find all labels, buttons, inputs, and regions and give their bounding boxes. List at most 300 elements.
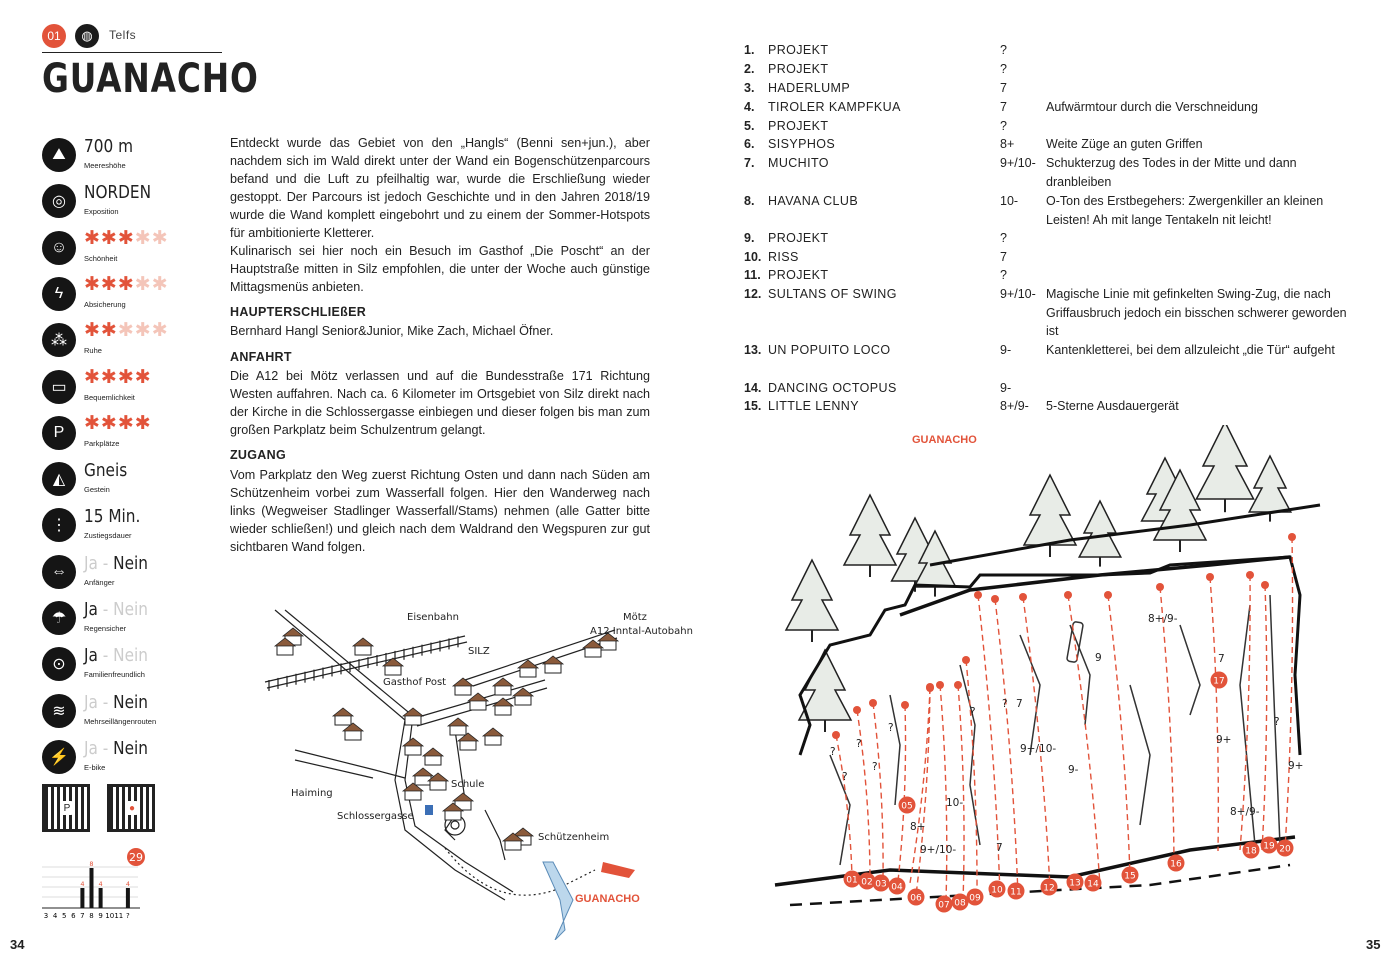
route-marker-label: 10 (991, 885, 1003, 896)
route-number: 2. (744, 62, 755, 76)
route-entry (744, 98, 901, 117)
star-icon: ✱ (117, 273, 135, 295)
map-label-motz: Mötz (623, 612, 647, 623)
house-icon (483, 728, 503, 745)
no-option: Nein (113, 552, 148, 574)
chart-bar (80, 888, 84, 908)
attribute-value: 700 m (84, 136, 133, 157)
star-icon: ✱ (100, 320, 118, 342)
route-line (1160, 587, 1174, 863)
route-entry (744, 379, 897, 398)
route-grade: 10- (1000, 194, 1019, 208)
topo-grade-label: 7 (1218, 653, 1225, 665)
stroller-icon: ⊙ (42, 647, 76, 681)
parking-icon: P (60, 801, 74, 815)
sofa-icon: ▭ (42, 370, 76, 404)
yes-option: Ja (84, 691, 98, 713)
attribute-row (42, 275, 222, 315)
topo-grade-label: 9+/10- (1020, 743, 1057, 755)
crag-topo (770, 425, 1330, 935)
route-name: HAVANA CLUB (768, 194, 859, 208)
route-number: 10. (744, 250, 762, 264)
approach-map (255, 600, 695, 940)
chart-bar-label: 8 (89, 860, 94, 868)
route-name: TIROLER KAMPFKUA (768, 100, 901, 114)
route-name: MUCHITO (768, 156, 829, 170)
route-entry (744, 135, 835, 154)
route-number: 3. (744, 81, 755, 95)
page-title: GUANACHO (42, 56, 259, 102)
route-name: PROJEKT (768, 43, 829, 57)
topo-grade-label: 9+ (1288, 760, 1304, 772)
house-icon (353, 638, 373, 655)
route-number: 4. (744, 100, 755, 114)
bolt-icon: ϟ (42, 277, 76, 311)
route-marker-label: 20 (1279, 844, 1291, 855)
anchor-dot (974, 591, 982, 599)
route-description: Aufwärmtour durch die Verschneidung (1046, 100, 1258, 114)
footsteps-icon: ⋮ (42, 508, 76, 542)
topo-grade-label: ? (888, 722, 894, 734)
attribute-row (42, 506, 222, 546)
star-icon: ✱ (84, 366, 101, 388)
anchor-dot (991, 595, 999, 603)
route-marker-label: 19 (1263, 841, 1275, 852)
chart-bar-label: 4 (98, 880, 103, 888)
parking-icon: P (42, 416, 76, 450)
route-line (1210, 577, 1218, 851)
no-option: Nein (113, 737, 148, 759)
topo-grade-label: 8+/9- (1148, 613, 1178, 625)
map-label-schlossergasse: Schlossergasse (337, 811, 414, 822)
topo-grade-label: ? (830, 746, 836, 758)
star-rating (84, 273, 169, 296)
ebike-icon: ⚡ (42, 740, 76, 774)
route-number: 9. (744, 231, 755, 245)
attribute-label: Schönheit (84, 253, 118, 263)
anchor-dot (962, 656, 970, 664)
topo-grade-label: ? (1274, 716, 1280, 728)
qr-code-parking[interactable] (42, 784, 90, 832)
route-line (1068, 595, 1100, 885)
anchor-dot (901, 701, 909, 709)
topo-grade-label: 10- (946, 797, 964, 809)
map-label-eisenbahn: Eisenbahn (407, 612, 459, 623)
intro-paragraph-2: Kulinarisch sei hier noch ein Besuch im Gasthof „Die Poscht“ an der Hauptstraße mitten in Silz empfohlen, die unter der Woche auch günstige Mittagsmenüs anbieten. (230, 244, 650, 294)
topo-grade-label: 7 (1016, 698, 1023, 710)
separator: - (97, 645, 114, 667)
qr-code-location[interactable] (107, 784, 155, 832)
route-entry (744, 117, 828, 136)
map-label-a12: A12 Inntal-Autobahn (590, 626, 693, 637)
attribute-label: Familienfreundlich (84, 670, 145, 680)
route-entry (744, 60, 828, 79)
access-text: Vom Parkplatz den Weg zuerst Richtung Osten und dann nach Süden am Schützenheim vorbei zum Wasserfall folgen. Hier den Wanderweg nach links (Wegweiser Stadlinger Wasserfall/Stams) nehmen (alle Gatter bitte wieder schließen!) und gleich nach dem Waldrand den Wegspuren zur gut sichtbaren Wand folgen. (230, 468, 650, 554)
attribute-row (42, 692, 222, 732)
route-grade: 7 (1000, 100, 1007, 114)
no-option: Nein (113, 645, 148, 667)
house-icon (343, 723, 363, 740)
route-entry (744, 266, 828, 285)
route-marker-label: 01 (846, 875, 858, 886)
topo-grade-label: ? (872, 761, 878, 773)
route-line (873, 703, 883, 879)
star-icon: ✱ (100, 412, 118, 434)
topo-grade-label: 9+/10- (920, 844, 957, 856)
attribute-row (42, 738, 222, 778)
map-label-schule: Schule (451, 779, 485, 790)
anchor-dot (936, 681, 944, 689)
route-grade: 9- (1000, 343, 1012, 357)
route-marker-label: 02 (861, 877, 873, 888)
map-label-crag: GUANACHO (575, 893, 640, 905)
page-number-right: 35 (1366, 937, 1381, 952)
route-number: 14. (744, 381, 762, 395)
star-icon: ✱ (84, 412, 101, 434)
attribute-label: Exposition (84, 207, 119, 217)
house-icon (468, 693, 488, 710)
topo-grade-label: 9 (1095, 652, 1102, 664)
region-label: Telfs (109, 28, 137, 42)
route-name: RISS (768, 250, 799, 264)
topo-grade-label: ? (1002, 698, 1008, 710)
attribute-value: 15 Min. (84, 506, 141, 528)
attribute-row (42, 599, 222, 639)
globe-icon: ◍ (75, 24, 99, 48)
star-rating (84, 227, 169, 250)
route-name: HADERLUMP (768, 81, 851, 95)
mountain-icon: ⛰ (42, 138, 76, 172)
route-name: DANCING OCTOPUS (768, 381, 897, 395)
page-number-left: 34 (10, 937, 25, 952)
topo-grade-label: ? (856, 738, 862, 750)
area-number-badge: 01 (42, 24, 66, 48)
attribute-label: E-bike (84, 762, 106, 772)
attribute-row (42, 414, 222, 454)
intro-paragraph: Entdeckt wurde das Gebiet von den „Hangls“ (Benni sen+jun.), aber nachdem sich im Wald direkt unter der Wand ein Bogenschützenparcours befand und die Luft zu pfeilhaltig war, wurde die Erschließung wieder gestoppt. Der Parcours ist jedoch Geschichte und in den Jahren 2018/19 wurde die Wand komplett eingebohrt und zu einem der Sommer-Hotspots für ambitionierte Kletterer. (230, 136, 650, 240)
route-name: UN POPUITO LOCO (768, 343, 891, 357)
yes-no-value (84, 738, 148, 759)
star-icon: ✱ (117, 366, 135, 388)
route-number: 8. (744, 194, 755, 208)
attribute-value: NORDEN (84, 182, 152, 204)
attribute-row (42, 553, 222, 593)
section-heading-approach-drive: ANFAHRT (230, 350, 292, 364)
yes-option: Ja (84, 552, 98, 574)
anchor-dot (1261, 581, 1269, 589)
people-icon: ⁂ (42, 323, 76, 357)
chart-tick-label: 10 (105, 912, 115, 920)
topo-grade-label: 8+/9- (1230, 806, 1260, 818)
house-icon (403, 738, 423, 755)
anchor-dot (1156, 583, 1164, 591)
rope-icon: ≋ (42, 694, 76, 728)
route-number: 1. (744, 43, 755, 57)
header-divider (42, 52, 222, 53)
route-name: PROJEKT (768, 62, 829, 76)
route-name: LITTLE LENNY (768, 399, 859, 413)
attribute-row (42, 321, 222, 361)
house-icon (333, 708, 353, 725)
route-description: Schukterzug des Todes in der Mitte und dann dranbleiben (1046, 156, 1297, 189)
attribute-row (42, 368, 222, 408)
map-label-schuetzenheim: Schützenheim (538, 832, 610, 843)
chart-bar (99, 888, 103, 908)
attribute-row (42, 229, 222, 269)
yes-option: Ja (84, 645, 98, 667)
map-label-haiming: Haiming (291, 788, 333, 799)
topo-grade-label: 9- (1068, 764, 1079, 776)
no-option: Nein (113, 599, 148, 620)
route-marker-label: 17 (1213, 676, 1225, 687)
chart-tick-label: 9 (98, 912, 103, 920)
route-description: Weite Züge an guten Griffen (1046, 137, 1203, 151)
yes-no-value (84, 599, 148, 620)
first-ascent-text: Bernhard Hangl Senior&Junior, Mike Zach, Michael Öfner. (230, 324, 554, 338)
house-icon (513, 688, 533, 705)
house-icon (543, 656, 563, 673)
anchor-dot (1246, 571, 1254, 579)
anchor-dot (1104, 591, 1112, 599)
route-description: Kantenkletterei, bei dem allzuleicht „die Tür“ aufgeht (1046, 343, 1335, 357)
separator: - (97, 691, 114, 713)
route-number: 11. (744, 268, 761, 282)
route-marker-label: 05 (901, 801, 913, 812)
star-rating (84, 319, 169, 342)
rock-icon: ◭ (42, 462, 76, 496)
route-grade: 9+/10- (1000, 156, 1036, 170)
attribute-label: Regensicher (84, 624, 127, 633)
route-entry (744, 397, 859, 416)
house-icon (453, 678, 473, 695)
location-pin-icon: ● (125, 801, 139, 815)
anchor-dot (926, 683, 934, 691)
route-grade: 7 (1000, 81, 1007, 95)
route-name: PROJEKT (768, 231, 829, 245)
chart-tick-label: 4 (52, 912, 58, 920)
star-icon: ✱ (151, 227, 169, 249)
chart-tick-label: 5 (61, 912, 67, 920)
route-marker-label: 15 (1124, 871, 1136, 882)
route-grade: 8+ (1000, 137, 1015, 151)
house-icon (493, 678, 513, 695)
house-icon (423, 748, 443, 765)
route-description: Magische Linie mit gefinkelten Swing-Zug, die nach Griffausbruch jedoch ein bisschen schwerer geworden ist (1046, 287, 1347, 338)
star-icon: ✱ (134, 412, 152, 434)
chart-bar (126, 888, 130, 908)
anchor-dot (853, 706, 861, 714)
star-icon: ✱ (84, 320, 101, 342)
beginner-icon: ⇔ (42, 555, 76, 589)
chart-tick-label: 11 (114, 912, 124, 920)
route-number: 15. (744, 399, 762, 413)
house-icon (448, 718, 468, 735)
attribute-row (42, 136, 222, 176)
attribute-label: Ruhe (84, 346, 102, 356)
route-grade: ? (1000, 43, 1007, 57)
star-icon: ✱ (84, 273, 101, 295)
route-marker-label: 06 (910, 893, 922, 904)
house-icon (458, 733, 478, 750)
route-marker-label: 13 (1069, 878, 1081, 889)
house-icon (518, 660, 538, 677)
route-number: 13. (744, 343, 762, 357)
star-icon: ✱ (100, 366, 118, 388)
star-icon: ✱ (134, 273, 152, 295)
route-entry (744, 248, 799, 267)
route-marker-label: 16 (1170, 859, 1182, 870)
star-icon: ✱ (151, 273, 169, 295)
route-marker-label: 04 (891, 882, 903, 893)
route-line (1108, 595, 1130, 875)
map-label-silz: SILZ (468, 646, 490, 657)
rain-icon: ☂ (42, 601, 76, 635)
route-name: PROJEKT (768, 119, 829, 133)
chart-tick-label: 8 (89, 912, 94, 920)
route-description: O-Ton des Erstbegehers: Zwergenkiller an kleinen Leisten! Ah mit lange Tentakeln nit leicht! (1046, 194, 1324, 227)
chart-tick-label: 3 (43, 912, 49, 920)
chart-total-text: 29 (129, 851, 143, 864)
route-marker-label: 08 (954, 898, 966, 909)
anchor-dot (832, 731, 840, 739)
route-marker-label: 11 (1010, 887, 1022, 898)
no-option: Nein (113, 691, 148, 713)
anchor-dot (1288, 533, 1296, 541)
yes-no-value (84, 692, 148, 713)
chart-bar-label: 4 (125, 880, 130, 888)
anchor-dot (954, 681, 962, 689)
attribute-label: Parkplätze (84, 438, 120, 448)
route-entry (744, 341, 890, 360)
attribute-label: Mehrseillängenrouten (84, 716, 157, 726)
route-name: SISYPHOS (768, 137, 836, 151)
route-grade: ? (1000, 62, 1007, 76)
topo-grade-label: 8+ (910, 821, 926, 833)
route-name: SULTANS OF SWING (768, 287, 897, 301)
route-line (958, 685, 964, 901)
attribute-value: Gneis (84, 460, 128, 482)
chart-tick-label: 6 (71, 912, 76, 920)
compass-icon: ◎ (42, 184, 76, 218)
tree-icon (786, 560, 838, 642)
star-icon: ✱ (100, 273, 118, 295)
anchor-dot (1064, 591, 1072, 599)
separator: - (97, 737, 114, 759)
attribute-row (42, 645, 222, 685)
chart-bar (90, 868, 94, 908)
attribute-row (42, 182, 222, 222)
yes-option: Ja (84, 599, 98, 620)
smiley-icon: ☺ (42, 231, 76, 265)
grade-distribution-chart (40, 846, 160, 920)
star-icon: ✱ (84, 227, 101, 249)
route-grade: 9+/10- (1000, 287, 1036, 301)
star-icon: ✱ (134, 320, 152, 342)
chart-tick-label: ? (126, 912, 130, 920)
chart-bar-label: 4 (80, 880, 85, 888)
route-grade: ? (1000, 268, 1007, 282)
separator: - (97, 552, 114, 574)
star-icon: ✱ (100, 227, 118, 249)
star-rating (84, 412, 152, 435)
star-icon: ✱ (117, 412, 135, 434)
route-entry (744, 79, 850, 98)
anchor-dot (869, 699, 877, 707)
route-marker-label: 12 (1043, 883, 1055, 894)
route-entry (744, 41, 828, 60)
separator: - (97, 599, 114, 620)
route-line (898, 705, 906, 881)
attribute-label: Meereshöhe (84, 161, 126, 170)
topo-grade-label: ? (842, 771, 848, 783)
route-marker-label: 07 (938, 900, 950, 911)
route-marker-label: 18 (1245, 846, 1257, 857)
approach-drive-text: Die A12 bei Mötz verlassen und auf die Bundesstraße 171 Richtung Westen auffahren. Nach ca. 6 Kilometer im Ortsgebiet von Silz direkt nach der Kirche in die Schlossergasse einbiegen und dieser folgen bis man zum großen Parkplatz beim Schulzentrum gelangt. (230, 369, 650, 437)
section-heading-first-ascent: HAUPTERSCHLIEßER (230, 305, 367, 319)
attribute-label: Zustiegsdauer (84, 531, 132, 541)
route-line (1285, 537, 1293, 848)
anchor-dot (1206, 573, 1214, 581)
route-line (857, 710, 870, 877)
star-icon: ✱ (117, 320, 135, 342)
route-number: 12. (744, 287, 762, 301)
route-grade: 9- (1000, 381, 1012, 395)
tree-icon (844, 495, 896, 577)
attribute-row (42, 460, 222, 500)
star-icon: ✱ (134, 366, 152, 388)
topo-title: GUANACHO (912, 434, 977, 446)
route-grade: 7 (1000, 250, 1007, 264)
chart-tick-label: 7 (80, 912, 85, 920)
map-label-gasthof: Gasthof Post (383, 677, 447, 688)
route-marker-label: 09 (969, 893, 981, 904)
attribute-label: Bequemlichkeit (84, 392, 135, 402)
star-rating (84, 366, 152, 389)
route-entry (744, 229, 828, 248)
route-grade: ? (1000, 119, 1007, 133)
route-number: 5. (744, 119, 755, 133)
route-number: 7. (744, 156, 755, 170)
attribute-label: Anfänger (84, 577, 115, 587)
parking-sign-icon (425, 805, 433, 815)
topo-grade-label: 7 (996, 842, 1003, 854)
route-line (940, 685, 947, 901)
yes-option: Ja (84, 737, 98, 759)
star-icon: ✱ (134, 227, 152, 249)
route-number: 6. (744, 137, 755, 151)
route-grade: 8+/9- (1000, 399, 1029, 413)
route-description: 5-Sterne Ausdauergerät (1046, 399, 1179, 413)
route-line (1262, 585, 1267, 850)
route-name: PROJEKT (768, 268, 829, 282)
section-heading-access: ZUGANG (230, 448, 286, 462)
route-grade: ? (1000, 231, 1007, 245)
route-entry (744, 192, 858, 211)
attribute-label: Absicherung (84, 299, 126, 309)
topo-grade-label: 9+ (1216, 734, 1232, 746)
tree-icon (1196, 425, 1253, 512)
route-marker-label: 14 (1087, 879, 1099, 890)
star-icon: ✱ (151, 320, 169, 342)
star-icon: ✱ (117, 227, 135, 249)
attribute-label: Gestein (84, 485, 110, 495)
route-entry (744, 154, 829, 173)
yes-no-value (84, 553, 148, 574)
route-marker-label: 03 (875, 879, 887, 890)
anchor-dot (1019, 593, 1027, 601)
route-entry (744, 285, 897, 304)
topo-grade-label: ? (970, 706, 976, 718)
